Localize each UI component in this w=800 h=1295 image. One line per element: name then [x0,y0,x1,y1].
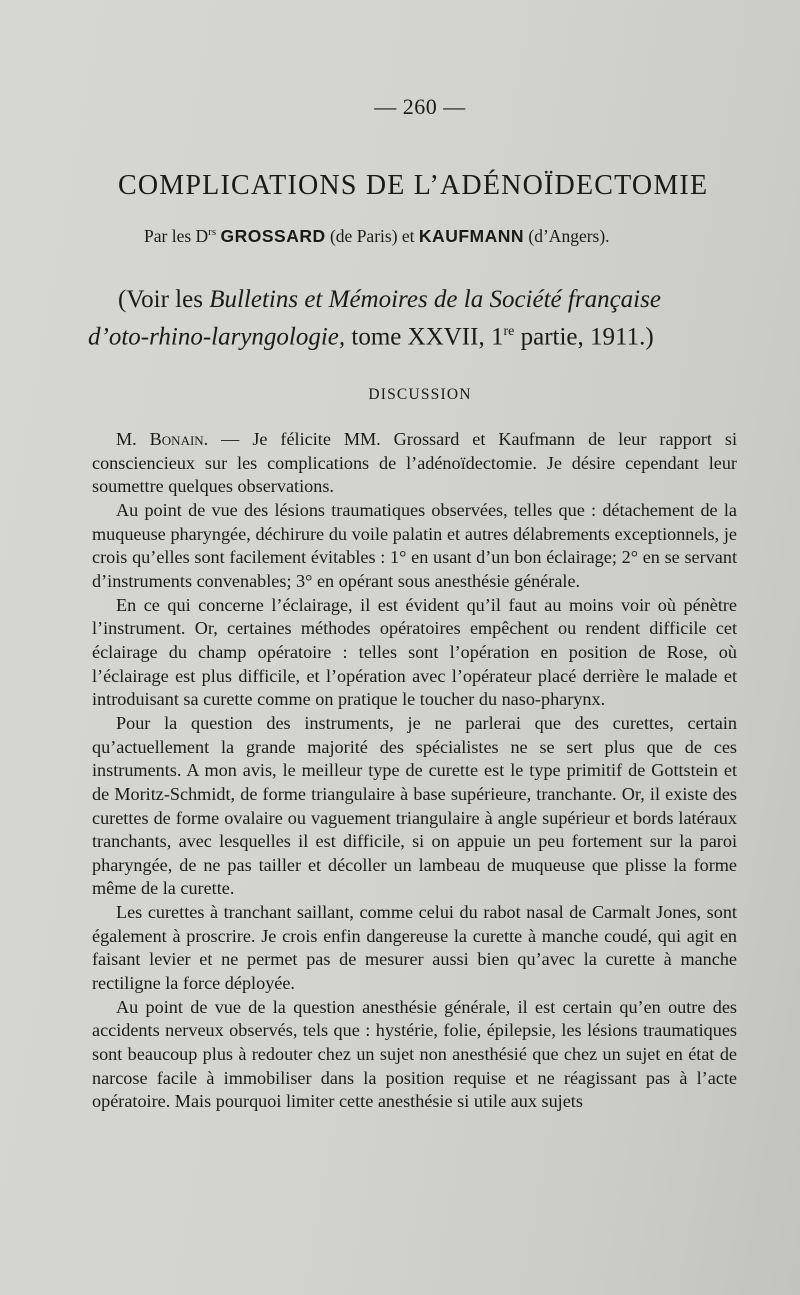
author-grossard-place: (de Paris) et [329,226,415,246]
reference-rest: partie, 1911.) [514,323,654,351]
article-title: COMPLICATIONS DE L’ADÉNOÏDECTOMIE [118,170,709,201]
reference-journal-a: Bulletins et Mémoires de la Société française [209,286,661,313]
authors-prefix: Par les D [144,226,209,246]
author-kaufmann: KAUFMANN [418,226,525,246]
paragraph: En ce qui concerne l’éclairage, il est évident qu’il faut au moins voir où pénètre l’instrument. Or, certaines méthodes opératoires empêchent ou rendent difficile cet éclairage du champ opératoire : telles sont l’opération en position de Rose, où l’éclairage est plus difficile, et l’opération avec l’opérateur placé derrière le malade et introduisant sa curette comme on pratique le toucher du naso-pharynx. [92,594,737,710]
paragraph-text: — Je félicite MM. Grossard et Kaufmann de leur rapport si consciencieux sur les complications de l’adénoïdectomie. Je désire cependant leur soumettre quelques observations. [92,429,737,497]
reference-line-1 [88,284,738,316]
reference-journal-b: d’oto-rhino-laryngologie, [88,323,346,351]
authors-line [144,226,610,247]
paragraph: Les curettes à tranchant saillant, comme celui du rabot nasal de Carmalt Jones, sont également à proscrire. Je crois enfin dangereuse la curette à manche coudé, qui agit en faisant levier et ne permet pas de mesurer aussi bien qu’avec la curette à manche rectiligne la force déployée. [92,902,737,994]
reference-volume: tome XXVII, 1 [345,323,504,351]
authors-prefix-sup: rs [208,226,217,239]
reference-line-2 [88,316,738,353]
reference-open: (Voir les [118,286,210,313]
paragraph [92,428,737,499]
speaker-name: M. Bonain. [116,429,209,449]
paragraph: Au point de vue de la question anesthésie générale, il est certain qu’en outre des accidents nerveux observés, tels que : hystérie, folie, épilepsie, les lésions traumatiques sont beaucoup plus à redouter chez un sujet non anesthésié que chez un sujet en état de narcose facile à immobiliser dans la position requise et ne réagissant pas à l’acte opératoire. Mais pourquoi limiter cette anesthésie si utile aux sujets [92,996,737,1112]
discussion-heading: DISCUSSION [368,386,472,403]
discussion-body [92,428,737,1114]
author-kaufmann-place: (d’Angers). [528,226,610,246]
page-number: — 260 — [374,94,466,119]
reference-volume-sup: re [503,324,515,339]
paragraph: Au point de vue des lésions traumatiques observées, telles que : détachement de la muqueuse pharyngée, déchirure du voile palatin et autres délabrements exceptionnels, je crois qu’elles sont facilement évitables : 1° en usant d’un bon éclairage; 2° en se servant d’instruments convenables; 3° en opérant sous anesthésie générale. [92,499,737,591]
reference-note [88,284,738,353]
paragraph: Pour la question des instruments, je ne parlerai que des curettes, certain qu’actuellement la grande majorité des spécialistes ne se sert plus que de ces instruments. A mon avis, le meilleur type de curette est le type primitif de Gottstein et de Moritz-Schmidt, de forme triangulaire à base supérieure, tranchante. Or, il existe des curettes de forme ovalaire ou vaguement triangulaire à angle supérieur et bords latéraux tranchants, avec lesquelles il est difficile, si on appuie un peu fortement sur la paroi pharyngée, de ne pas tailler et décoller un lambeau de muqueuse que plisse la forme même de la curette. [92,712,737,899]
author-grossard: GROSSARD [220,226,326,246]
